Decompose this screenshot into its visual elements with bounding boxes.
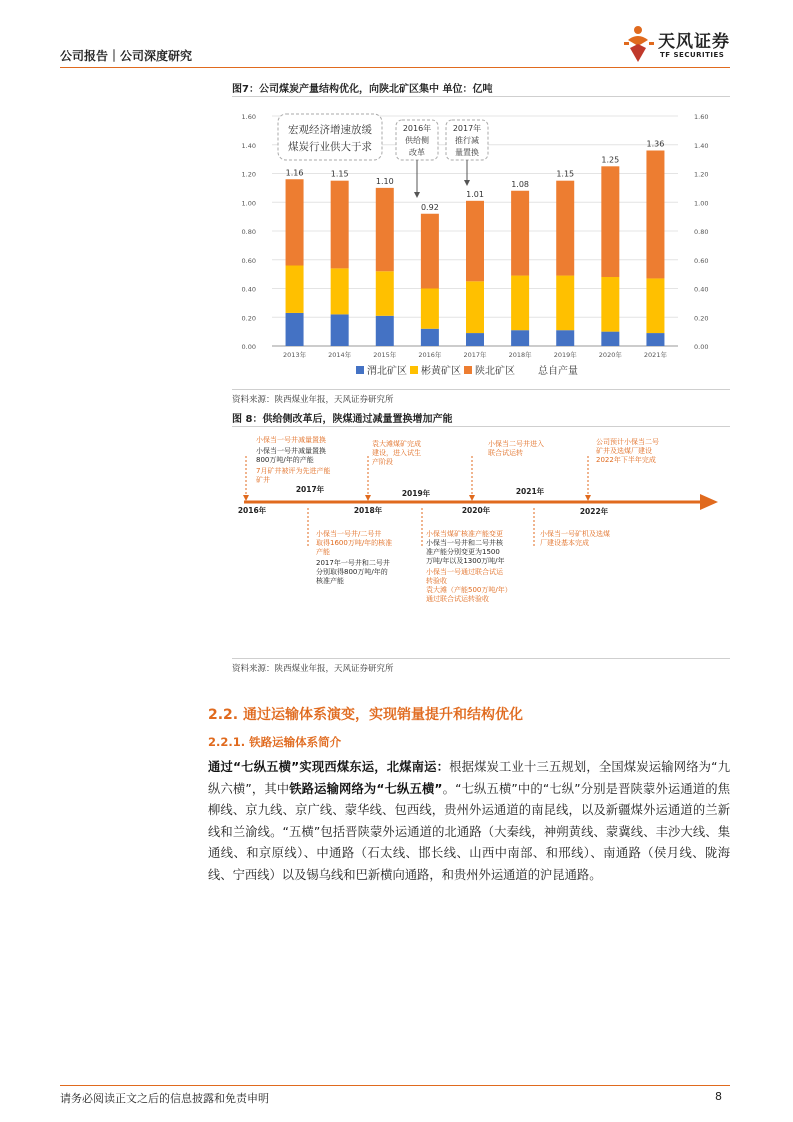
y-tick-label-right: 0.60	[694, 256, 709, 265]
timeline-note-above: 7月矿井被评为先进产能	[256, 467, 331, 475]
legend-label-weibei: 渭北矿区	[367, 366, 407, 377]
bar-segment-1	[376, 316, 394, 346]
bar-series	[286, 151, 665, 347]
timeline-note-above: 矿井及选煤厂建设	[596, 447, 652, 455]
report-type: 公司报告｜公司深度研究	[60, 49, 193, 63]
bar-segment-3	[286, 179, 304, 265]
para-bold-rail: 铁路运输网络为“七纵五横”	[289, 781, 443, 796]
total-data-label: 1.15	[556, 169, 575, 179]
total-data-label: 1.15	[330, 169, 349, 179]
bar-segment-3	[376, 188, 394, 271]
y-tick-label-right: 1.20	[694, 170, 709, 179]
y-tick-label-left: 0.80	[241, 228, 256, 236]
timeline-year-label: 2019年	[401, 489, 431, 498]
timeline-note-below: 小保当一号矿机及选煤	[540, 530, 610, 538]
annotation-macro-line1: 宏观经济增速放缓	[288, 124, 372, 136]
bar-segment-1	[601, 332, 619, 346]
y-tick-label-right: 0.20	[694, 314, 709, 323]
legend-label-binhuang: 彬黄矿区	[421, 366, 461, 377]
logo-flame-icon	[622, 22, 658, 66]
figure8-title: 图 8：供给侧改革后，陕煤通过减量置换增加产能	[232, 414, 453, 425]
timeline-note-above: 产阶段	[372, 458, 393, 466]
x-tick-label: 2016年	[418, 351, 442, 359]
timeline-note-below: 核准产能	[316, 577, 344, 585]
bar-segment-3	[466, 201, 484, 282]
timeline-note-above: 袁大滩煤矿完成	[372, 440, 421, 448]
production-stacked-bar-chart	[232, 100, 730, 386]
timeline-note-below: 袁大滩（产能500万吨/年）	[426, 586, 512, 594]
timeline-note-below: 小保当一号井/二号井	[316, 530, 382, 538]
timeline-note-below: 小保当一号井和二号井核	[426, 539, 503, 547]
annotation-2016-line1: 2016年	[402, 124, 432, 133]
figure8-top-rule	[232, 426, 730, 427]
x-tick-label: 2018年	[508, 351, 532, 359]
y-axis-right	[694, 113, 708, 351]
figure7-title: 图7：公司煤炭产量结构优化，向陕北矿区集中 单位：亿吨	[232, 84, 493, 95]
x-tick-label: 2020年	[598, 351, 622, 359]
bar-segment-2	[331, 268, 349, 314]
annotation-2016-line2: 供给侧	[405, 136, 429, 145]
figure7-top-rule	[232, 96, 730, 97]
timeline-year-label: 2022年	[579, 507, 609, 516]
logo-text: 天风证券	[658, 32, 730, 52]
x-tick-label: 2014年	[328, 351, 352, 359]
annotation-2016	[396, 120, 438, 198]
timeline-year-label: 2018年	[353, 506, 383, 515]
bar-segment-3	[556, 181, 574, 276]
timeline-note-above: 公司预计小保当二号	[596, 438, 659, 446]
y-tick-label-left: 1.20	[241, 170, 256, 179]
total-data-label: 1.01	[466, 189, 484, 199]
bar-segment-2	[376, 271, 394, 316]
bar-segment-1	[556, 330, 574, 346]
bar-segment-1	[646, 333, 664, 346]
bar-segment-3	[511, 191, 529, 276]
bar-segment-1	[466, 333, 484, 346]
timeline-note-below: 取得1600万吨/年的核准	[316, 539, 393, 547]
x-axis-labels	[283, 350, 667, 359]
legend-swatch-shanbei	[464, 366, 472, 374]
figure7-bottom-rule	[232, 389, 730, 390]
timeline-note-below: 万吨/年以及1300万吨/年	[426, 557, 505, 565]
logo-subtext: TF SECURITIES	[660, 51, 725, 59]
x-tick-label: 2021年	[643, 351, 667, 359]
x-tick-label: 2019年	[553, 351, 577, 359]
timeline-note-above: 联合试运转	[488, 449, 523, 457]
page-number: 8	[715, 1090, 722, 1103]
annotation-2016-line3: 改革	[409, 148, 425, 157]
timeline-note-above: 小保当一号井减量置换	[256, 436, 326, 444]
timeline-note-above: 2022年下半年完成	[596, 456, 656, 464]
y-tick-label-left: 0.20	[241, 314, 256, 323]
total-data-label: 1.36	[646, 139, 665, 149]
timeline-note-below: 厂建设基本完成	[540, 539, 589, 547]
total-data-label: 1.08	[511, 179, 530, 189]
bar-segment-1	[331, 314, 349, 346]
total-data-label: 1.16	[285, 168, 304, 178]
timeline-note-below: 通过联合试运转验收	[426, 595, 489, 603]
section-heading: 2.2. 通过运输体系演变，实现销量提升和结构优化	[208, 707, 523, 723]
legend-label-total: 总自产量	[538, 366, 578, 377]
timeline-note-below: 转验收	[426, 577, 447, 585]
annotation-2017	[446, 120, 488, 186]
bar-segment-2	[601, 277, 619, 332]
figure8-source: 资料来源：陕西煤业年报，天风证券研究所	[232, 664, 394, 674]
annotation-2017-line2: 推行减	[455, 136, 479, 145]
y-tick-label-right: 1.40	[694, 141, 709, 150]
total-data-label: 0.92	[420, 202, 439, 212]
figure8-bottom-rule	[232, 658, 730, 659]
para-bold-lead: 通过“七纵五横”实现西煤东运，北煤南运：	[208, 760, 450, 774]
y-tick-label-right: 0.40	[694, 285, 709, 294]
para-text-2: 。“七纵五横”中的“七纵”分别是晋陕蒙外运通道的焦柳线、京九线、京广线、蒙华线、包西线，贵州外运通道的南昆线，以及新疆煤外运通道的兰新线和兰渝线。“五横”包括晋陕蒙外运通道的北通路（大秦线，神朔黄线、蒙冀线、丰沙大线、集通线、和京原线）、中通路（石太线、邯长线、山西中南部、和邢线）、南通路（侯月线、陇海线、宁西线）以及锡乌线和巴新横向通路，和贵州外运通道的沪昆通路。	[208, 781, 731, 882]
body-paragraph	[208, 757, 730, 886]
bar-segment-2	[466, 281, 484, 333]
chart-legend	[356, 364, 578, 377]
bar-segment-2	[646, 278, 664, 333]
bar-segment-1	[421, 329, 439, 346]
brand-logo	[622, 22, 742, 66]
figure7-source: 资料来源：陕西煤业年报，天风证券研究所	[232, 395, 394, 405]
annotation-2017-line3: 量置换	[455, 148, 479, 157]
total-data-label: 1.25	[601, 155, 620, 165]
timeline-note-below: 产能	[316, 548, 330, 556]
y-tick-label-left: 0.40	[241, 285, 256, 294]
y-axis-left	[242, 113, 256, 351]
bar-segment-3	[331, 181, 349, 269]
bar-segment-1	[511, 330, 529, 346]
legend-label-shanbei: 陕北矿区	[475, 366, 515, 377]
y-tick-label-left: 1.00	[241, 199, 256, 208]
para-text-1: 根据煤炭工业十三五规划，全国煤炭运输网络为“九纵六横”，其中	[208, 760, 730, 796]
y-tick-label-right: 0.80	[694, 228, 709, 236]
y-tick-label-left: 1.40	[241, 141, 256, 150]
header-divider	[60, 67, 730, 68]
timeline-year-label: 2016年	[237, 506, 267, 515]
y-tick-label-left: 0.00	[241, 343, 256, 351]
capacity-timeline	[232, 428, 730, 658]
timeline-note-above: 矿井	[256, 476, 270, 484]
timeline-year-label: 2017年	[295, 485, 325, 494]
legend-swatch-binhuang	[410, 366, 418, 374]
timeline-year-label: 2020年	[461, 506, 491, 515]
bar-segment-3	[601, 166, 619, 277]
timeline-arrow-icon	[700, 494, 718, 510]
footer-divider	[60, 1085, 730, 1086]
timeline-note-below: 分别取得800万吨/年的	[316, 568, 388, 576]
timeline-note-below: 准产能分别变更为1500	[426, 548, 500, 556]
timeline-note-above: 小保当二号井进入	[488, 440, 544, 448]
x-tick-label: 2017年	[463, 351, 487, 359]
bar-segment-2	[556, 276, 574, 331]
y-tick-label-right: 1.00	[694, 199, 709, 208]
y-tick-label-right: 1.60	[694, 113, 709, 121]
footer-disclaimer: 请务必阅读正文之后的信息披露和免责申明	[60, 1092, 269, 1105]
bar-segment-2	[511, 276, 529, 331]
subsection-heading: 2.2.1. 铁路运输体系简介	[208, 735, 342, 749]
timeline-note-above: 小保当一号井减量置换	[256, 447, 326, 455]
bar-segment-3	[646, 151, 664, 279]
y-tick-label-left: 0.60	[241, 256, 256, 265]
annotation-macro-line2: 煤炭行业供大于求	[288, 141, 372, 153]
annotation-2017-line1: 2017年	[452, 124, 482, 133]
bar-segment-1	[286, 313, 304, 346]
timeline-note-below: 小保当煤矿核准产能变更	[426, 530, 503, 538]
timeline-note-below: 2017年一号井和二号井	[316, 559, 390, 567]
timeline-note-above: 800万吨/年的产能	[256, 456, 314, 464]
timeline-note-below: 小保当一号通过联合试运	[426, 568, 503, 576]
total-data-label: 1.10	[375, 176, 394, 186]
bar-segment-2	[286, 266, 304, 313]
x-tick-label: 2015年	[373, 351, 397, 359]
legend-swatch-weibei	[356, 366, 364, 374]
annotation-macro	[278, 114, 382, 160]
y-tick-label-left: 1.60	[241, 113, 256, 121]
x-tick-label: 2013年	[283, 351, 307, 359]
bar-segment-3	[421, 214, 439, 289]
y-tick-label-right: 0.00	[694, 343, 709, 351]
timeline-year-label: 2021年	[515, 487, 545, 496]
timeline-note-above: 建设，进入试生	[372, 449, 421, 457]
bar-segment-2	[421, 289, 439, 329]
